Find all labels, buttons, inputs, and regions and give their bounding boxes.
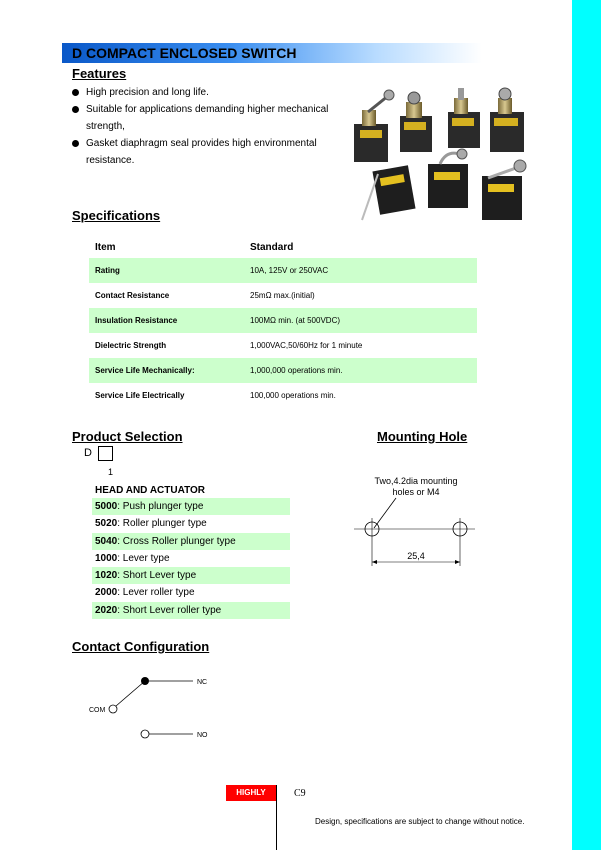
nc-label: NC — [197, 679, 208, 686]
spec-item: Contact Resistance — [95, 291, 170, 300]
list-item: 2020: Short Lever roller type — [92, 602, 290, 619]
spec-value: 10A, 125V or 250VAC — [250, 266, 329, 275]
side-color-bar — [572, 0, 601, 850]
feature-item: Gasket diaphragm seal provides high environmental resistance. — [72, 135, 347, 169]
switch-arm — [116, 681, 145, 706]
list-item: 2000: Lever roller type — [95, 587, 195, 599]
mounting-hole-heading: Mounting Hole — [377, 429, 468, 444]
spec-value: 1,000VAC,50/60Hz for 1 minute — [250, 341, 363, 350]
table-row — [89, 383, 477, 408]
dimension-label: 25,4 — [407, 551, 425, 561]
table-row — [89, 333, 477, 358]
spec-item: Service Life Mechanically: — [95, 366, 195, 375]
table-row — [89, 308, 477, 333]
flag-pole — [276, 785, 277, 850]
table-row — [89, 283, 477, 308]
brand-flag: HIGHLY — [226, 785, 276, 801]
product-selection-heading: Product Selection — [72, 429, 183, 444]
com-terminal — [109, 705, 117, 713]
spec-item: Rating — [95, 266, 120, 275]
page-title: D COMPACT ENCLOSED SWITCH — [62, 43, 482, 63]
mounting-hole-diagram — [350, 470, 480, 580]
head-actuator-heading: HEAD AND ACTUATOR — [95, 485, 205, 496]
no-label: NO — [197, 732, 208, 739]
feature-item: Suitable for applications demanding higher mechanical strength, — [72, 101, 347, 135]
features-list — [72, 84, 347, 169]
specifications-heading: Specifications — [72, 208, 161, 223]
spec-value: 100,000 operations min. — [250, 391, 336, 400]
bullet-icon — [72, 89, 79, 96]
spec-value: 1,000,000 operations min. — [250, 366, 343, 375]
features-heading: Features — [72, 66, 127, 81]
spec-item: Service Life Electrically — [95, 391, 185, 400]
feature-item: High precision and long life. — [72, 84, 347, 101]
table-row — [89, 358, 477, 383]
column-header-item: Item — [95, 241, 116, 253]
table-header — [89, 236, 477, 258]
list-item: 5040: Cross Roller plunger type — [92, 533, 290, 550]
spec-item: Dielectric Strength — [95, 341, 167, 350]
disclaimer-text: Design, specifications are subject to change without notice. — [315, 817, 525, 826]
model-code-box — [98, 446, 113, 461]
product-photo — [348, 84, 558, 232]
com-label: COM — [89, 707, 106, 714]
no-terminal — [141, 730, 149, 738]
list-item: 5000: Push plunger type — [92, 498, 290, 515]
page-number: C9 — [294, 788, 306, 799]
bullet-icon — [72, 106, 79, 113]
mounting-note-line1: Two,4.2dia mounting — [374, 476, 458, 486]
list-item: 5020: Roller plunger type — [95, 518, 207, 530]
position-label: 1 — [108, 467, 114, 477]
contact-configuration-heading: Contact Configuration — [72, 639, 210, 654]
leader-line — [374, 498, 396, 528]
model-prefix: D — [84, 447, 92, 459]
actuator-list — [92, 498, 290, 619]
contact-diagram — [85, 670, 235, 750]
list-item: 1000: Lever type — [95, 552, 170, 564]
list-item: 1020: Short Lever type — [92, 567, 290, 584]
spec-value: 25mΩ max.(initial) — [250, 291, 315, 300]
specifications-table — [89, 236, 477, 408]
table-row — [89, 258, 477, 283]
mounting-note-line2: holes or M4 — [392, 487, 440, 497]
spec-value: 100MΩ min. (at 500VDC) — [250, 316, 341, 325]
bullet-icon — [72, 140, 79, 147]
spec-item: Insulation Resistance — [95, 316, 178, 325]
column-header-standard: Standard — [250, 241, 294, 253]
